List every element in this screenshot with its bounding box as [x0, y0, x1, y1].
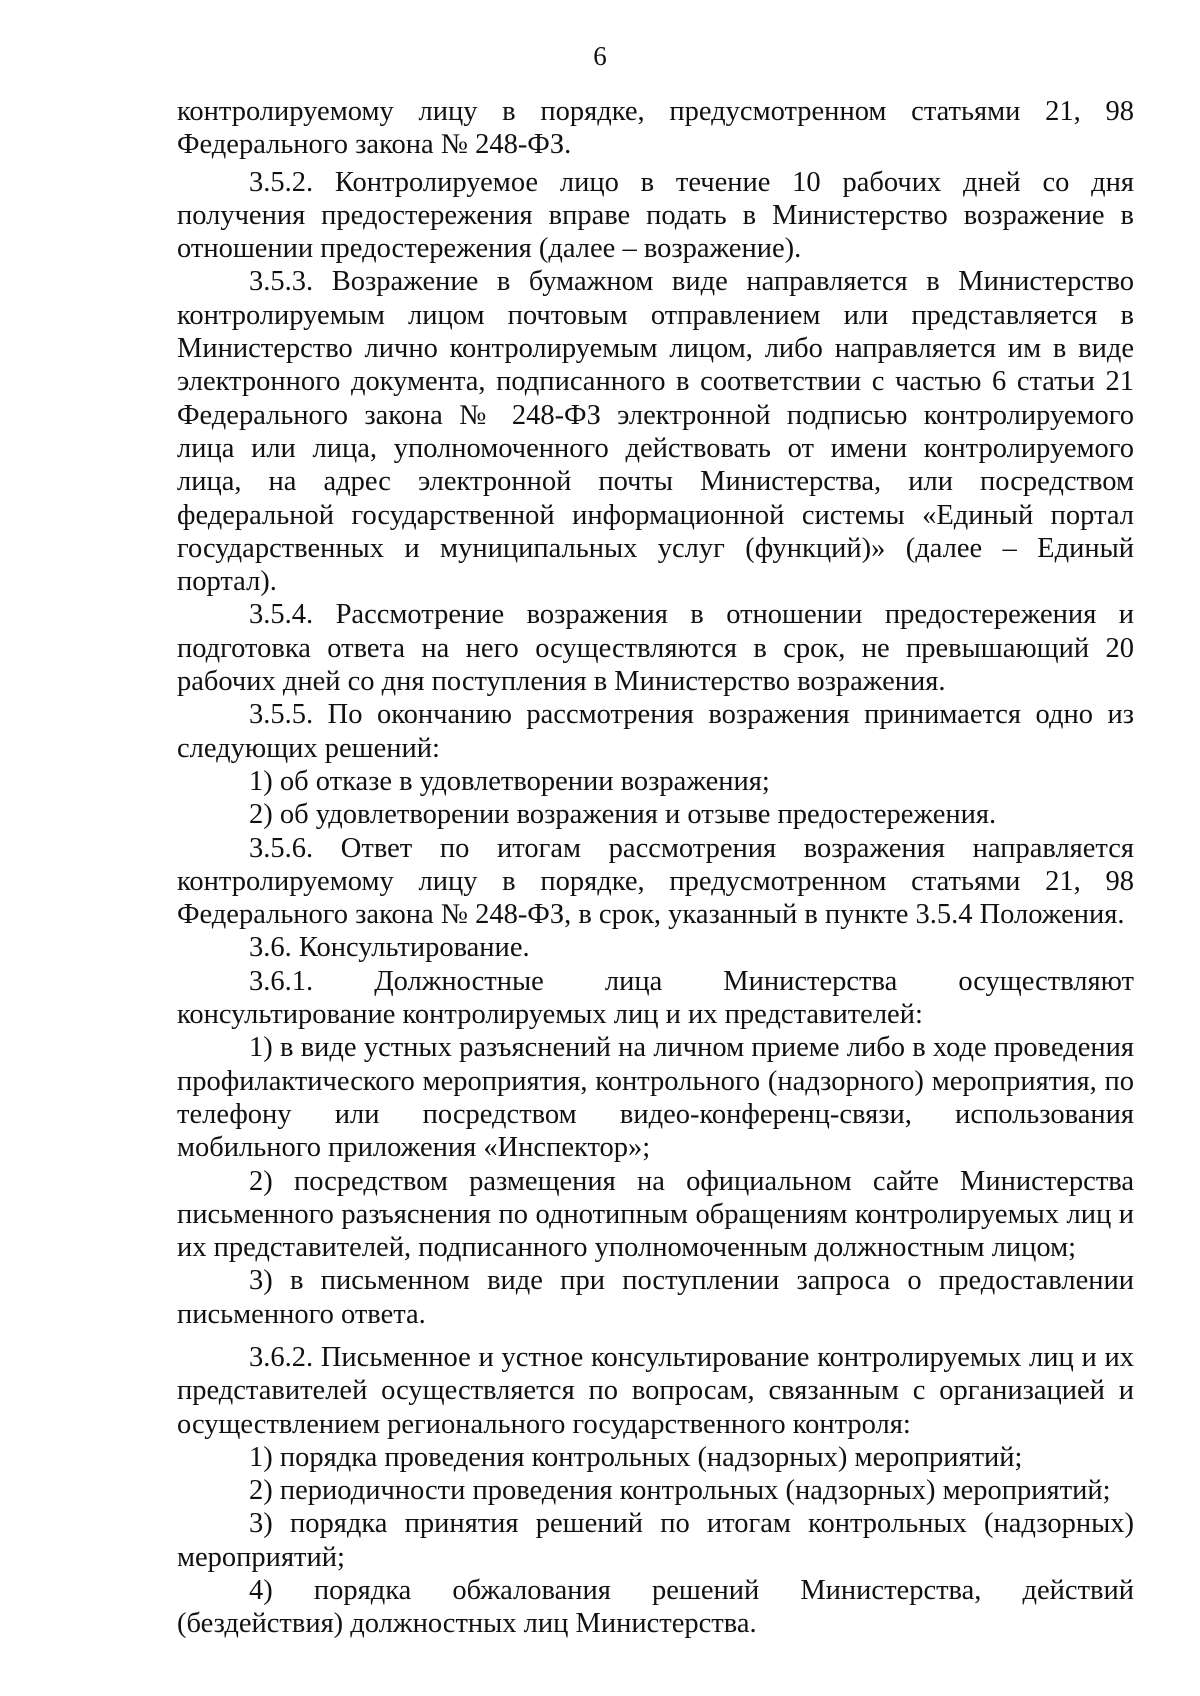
paragraph-3-6-1: 3.6.1. Должностные лица Министерства осуществляют консультирование контролируемых лиц и их представителей: — [177, 965, 1134, 1031]
paragraph-continuation: контролируемому лицу в порядке, предусмотренном статьями 21, 98 Федерального закона № 248-ФЗ. — [177, 96, 1134, 161]
paragraph-3-5-4: 3.5.4. Рассмотрение возражения в отношении предостережения и подготовка ответа на него осуществляются в срок, не превышающий 20 рабочих дней со дня поступления в Министерство возражения. — [177, 599, 1134, 698]
document-body — [177, 95, 1134, 1641]
paragraph-3-5-3: 3.5.3. Возражение в бумажном виде направляется в Министерство контролируемым лицом почтовым отправлением или представляется в Министерство лично контролируемым лицом, либо направляется им в виде электронного документа, подписанного в соответствии с частью 6 статьи 21 Федерального закона № 248-ФЗ электронной подписью контролируемого лица или лица, уполномоченного действовать от имени контролируемого лица, на адрес электронной почты Министерства, или посредством федеральной государственной информационной системы «Единый портал государственных и муниципальных услуг (функций)» (далее – Единый портал). — [177, 266, 1134, 598]
section-heading-3-6: 3.6. Консультирование. — [249, 932, 530, 964]
list-item-3-5-5-2: 2) об удовлетворении возражения и отзыве предостережения. — [249, 799, 997, 831]
list-item-3-6-1-1: 1) в виде устных разъяснений на личном приеме либо в ходе проведения профилактического мероприятия, контрольного (надзорного) мероприятия, по телефону или посредством видео-конференц-связи, использования мобильного приложения «Инспектор»; — [177, 1032, 1134, 1164]
paragraph-3-6-2: 3.6.2. Письменное и устное консультирование контролируемых лиц и их представителей осуществляется по вопросам, связанным с организацией и осуществлением регионального государственного контроля: — [177, 1341, 1134, 1440]
paragraph-3-5-5: 3.5.5. По окончанию рассмотрения возражения принимается одно из следующих решений: — [177, 699, 1134, 764]
paragraph-3-5-6: 3.5.6. Ответ по итогам рассмотрения возражения направляется контролируемому лицу в порядке, предусмотренном статьями 21, 98 Федерального закона № 248-ФЗ, в срок, указанный в пункте 3.5.4 Положения. — [177, 832, 1134, 931]
list-item-3-6-1-2: 2) посредством размещения на официальном сайте Министерства письменного разъяснения по однотипным обращениям контролируемых лиц и их представителей, подписанного уполномоченным должностным лицом; — [177, 1165, 1134, 1264]
list-item-3-5-5-1: 1) об отказе в удовлетворении возражения; — [249, 765, 770, 797]
list-item-3-6-2-4: 4) порядка обжалования решений Министерства, действий (бездействия) должностных лиц Министерства. — [177, 1575, 1134, 1640]
list-item-3-6-2-2: 2) периодичности проведения контрольных (надзорных) мероприятий; — [249, 1475, 1111, 1507]
list-item-3-6-2-1: 1) порядка проведения контрольных (надзорных) мероприятий; — [249, 1441, 1023, 1473]
list-item-3-6-2-3: 3) порядка принятия решений по итогам контрольных (надзорных) мероприятий; — [177, 1508, 1134, 1573]
paragraph-3-5-2: 3.5.2. Контролируемое лицо в течение 10 рабочих дней со дня получения предостережения вправе подать в Министерство возражение в отношении предостережения (далее – возражение). — [177, 166, 1134, 265]
page-number: 6 — [593, 41, 607, 71]
list-item-3-6-1-3: 3) в письменном виде при поступлении запроса о предоставлении письменного ответа. — [177, 1265, 1134, 1330]
